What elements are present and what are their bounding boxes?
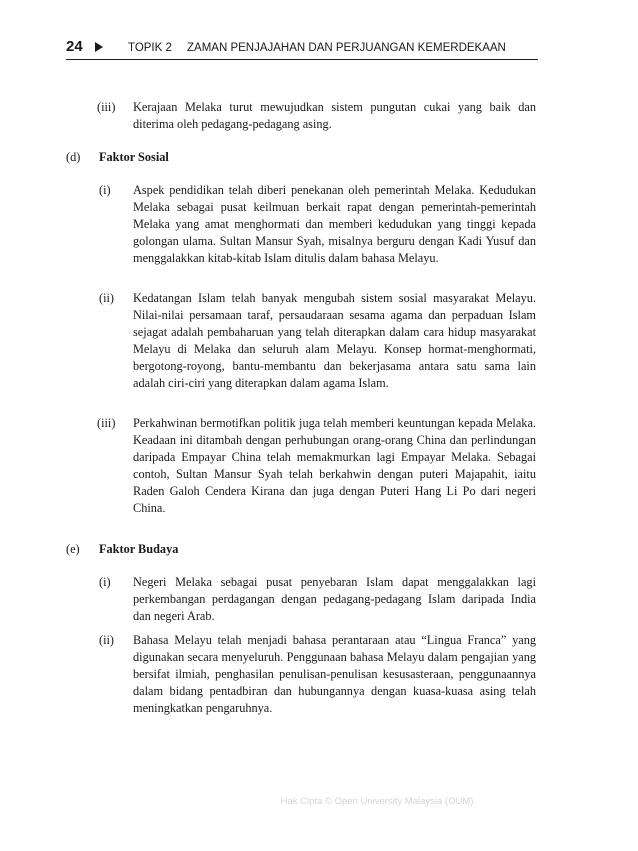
play-arrow-icon — [95, 42, 103, 52]
item-number: (i) — [99, 183, 111, 197]
running-header — [66, 37, 538, 60]
item-text: Bahasa Melayu telah menjadi bahasa perantaraan atau “Lingua Franca” yang digunakan secara menyeluruh. Penggunaan bahasa Melayu dalam pengajian yang bersifat ilmiah, penghasilan penulisan-penulisan kesusasteraan, penggunaannya dalam bidang pentadbiran dan hubungannya dengan kuasa-kuasa asing telah meningkatkan pengaruhnya. — [133, 633, 536, 715]
topic-label: TOPIK 2 — [128, 42, 172, 54]
item-number: (iii) — [97, 100, 116, 114]
item-number: (iii) — [97, 416, 116, 430]
item-number: (ii) — [99, 291, 115, 305]
section-title: Faktor Sosial — [99, 150, 169, 164]
copyright-footer: Hak Cipta © Open University Malaysia (OUM) — [280, 796, 474, 807]
item-text: Kerajaan Melaka turut mewujudkan sistem pungutan cukai yang baik dan diterima oleh pedagang-pedagang asing. — [133, 100, 536, 131]
section-label: (d) — [66, 150, 81, 164]
item-number: (ii) — [99, 633, 115, 647]
page-number: 24 — [66, 38, 83, 55]
item-text: Kedatangan Islam telah banyak mengubah sistem sosial masyarakat Melayu. Nilai-nilai persamaan taraf, persaudaraan sesama agama dan perpaduan Islam sejagat adalah pembaharuan yang telah diterapkan dalam cara hidup masyarakat Melayu di Melaka dan seluruh alam Melayu. Konsep hormat-menghormati, bergotong-royong, bantu-membantu dan bekerjasama antara satu sama lain adalah ciri-ciri yang diterapkan dalam agama Islam. — [133, 291, 536, 390]
chapter-title: ZAMAN PENJAJAHAN DAN PERJUANGAN KEMERDEKAAN — [187, 42, 506, 54]
section-title: Faktor Budaya — [99, 542, 179, 556]
item-text: Negeri Melaka sebagai pusat penyebaran Islam dapat menggalakkan lagi perkembangan perdagangan dengan pedagang-pedagang Islam daripada India dan negeri Arab. — [133, 575, 536, 623]
item-number: (i) — [99, 575, 111, 589]
section-label: (e) — [66, 542, 80, 556]
item-text: Aspek pendidikan telah diberi penekanan oleh pemerintah Melaka. Kedudukan Melaka sebagai pusat keilmuan berkait rapat dengan pemerintah-pemerintah Melaka yang amat menghormati dan memberi kedudukan yang tinggi kepada golongan ulama. Sultan Mansur Syah, misalnya berguru dengan Kadi Yusuf dan menggalakkan kitab-kitab Islam ditulis dalam bahasa Melayu. — [133, 183, 536, 265]
item-text: Perkahwinan bermotifkan politik juga telah memberi keuntungan kepada Melaka. Keadaan ini ditambah dengan perhubungan orang-orang China dan perlindungan daripada Empayar China telah memakmurkan lagi Empayar Melaka. Sebagai contoh, Sultan Mansur Syah telah berkahwin dengan puteri Majapahit, iaitu Raden Galoh Cendera Kirana dan juga dengan Puteri Hang Li Po dari negeri China. — [133, 416, 536, 515]
